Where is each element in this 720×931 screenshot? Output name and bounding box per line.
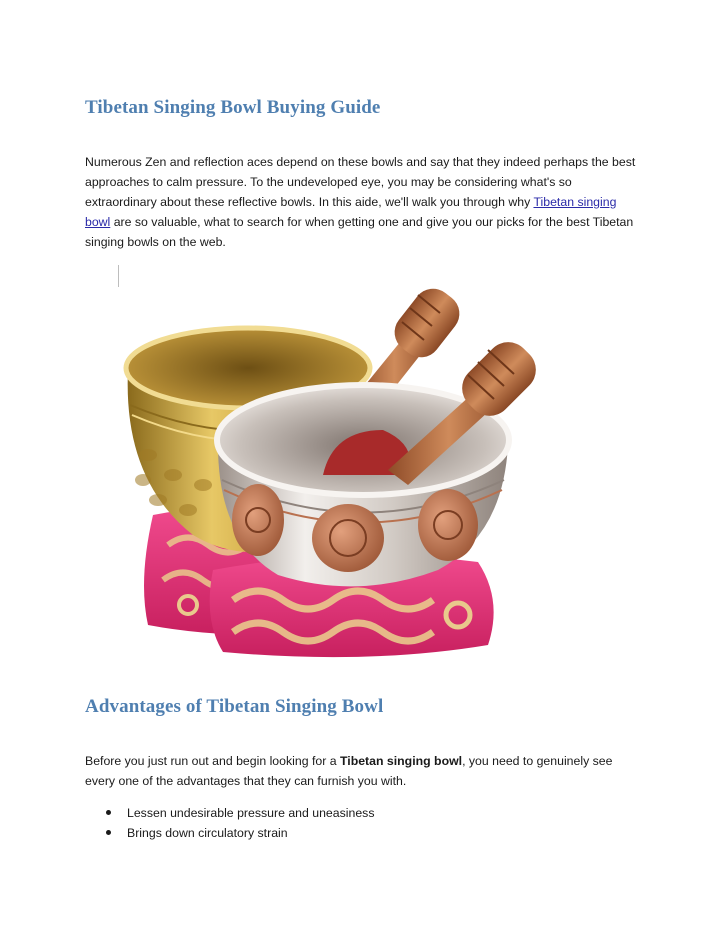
advantages-list [85, 803, 374, 843]
advantages-text-end: , you need to genuinely see every one of the advantages that they can furnish you with. [85, 754, 613, 788]
singing-bowls-photo [118, 280, 568, 660]
intro-text-end: are so valuable, what to search for when getting one and give you our picks for the best Tibetan singing bowls on the web. [85, 215, 634, 249]
tibetan-singing-bowl-link[interactable]: Tibetan singing bowl [85, 195, 617, 229]
bullet-dot-icon [106, 810, 111, 815]
intro-paragraph [85, 152, 645, 252]
list-item [85, 803, 374, 823]
advantages-paragraph [85, 751, 645, 791]
advantages-bold-term: Tibetan singing bowl [340, 754, 463, 768]
intro-text-start: Numerous Zen and reflection aces depend on these bowls and say that they indeed perhaps the best approaches to calm pressure. To the undeveloped eye, you may be considering what's so extraordinary about these reflective bowls. In this aide, we'll walk you through why [85, 155, 636, 209]
section-heading-buying-guide: Tibetan Singing Bowl Buying Guide [85, 97, 381, 118]
section-heading-advantages: Advantages of Tibetan Singing Bowl [85, 696, 384, 717]
bullet-dot-icon [106, 830, 111, 835]
list-item-text: Brings down circulatory strain [127, 826, 288, 840]
list-item [85, 823, 374, 843]
advantages-text-start: Before you just run out and begin looking for a [85, 754, 340, 768]
list-item-text: Lessen undesirable pressure and uneasiness [127, 806, 375, 820]
